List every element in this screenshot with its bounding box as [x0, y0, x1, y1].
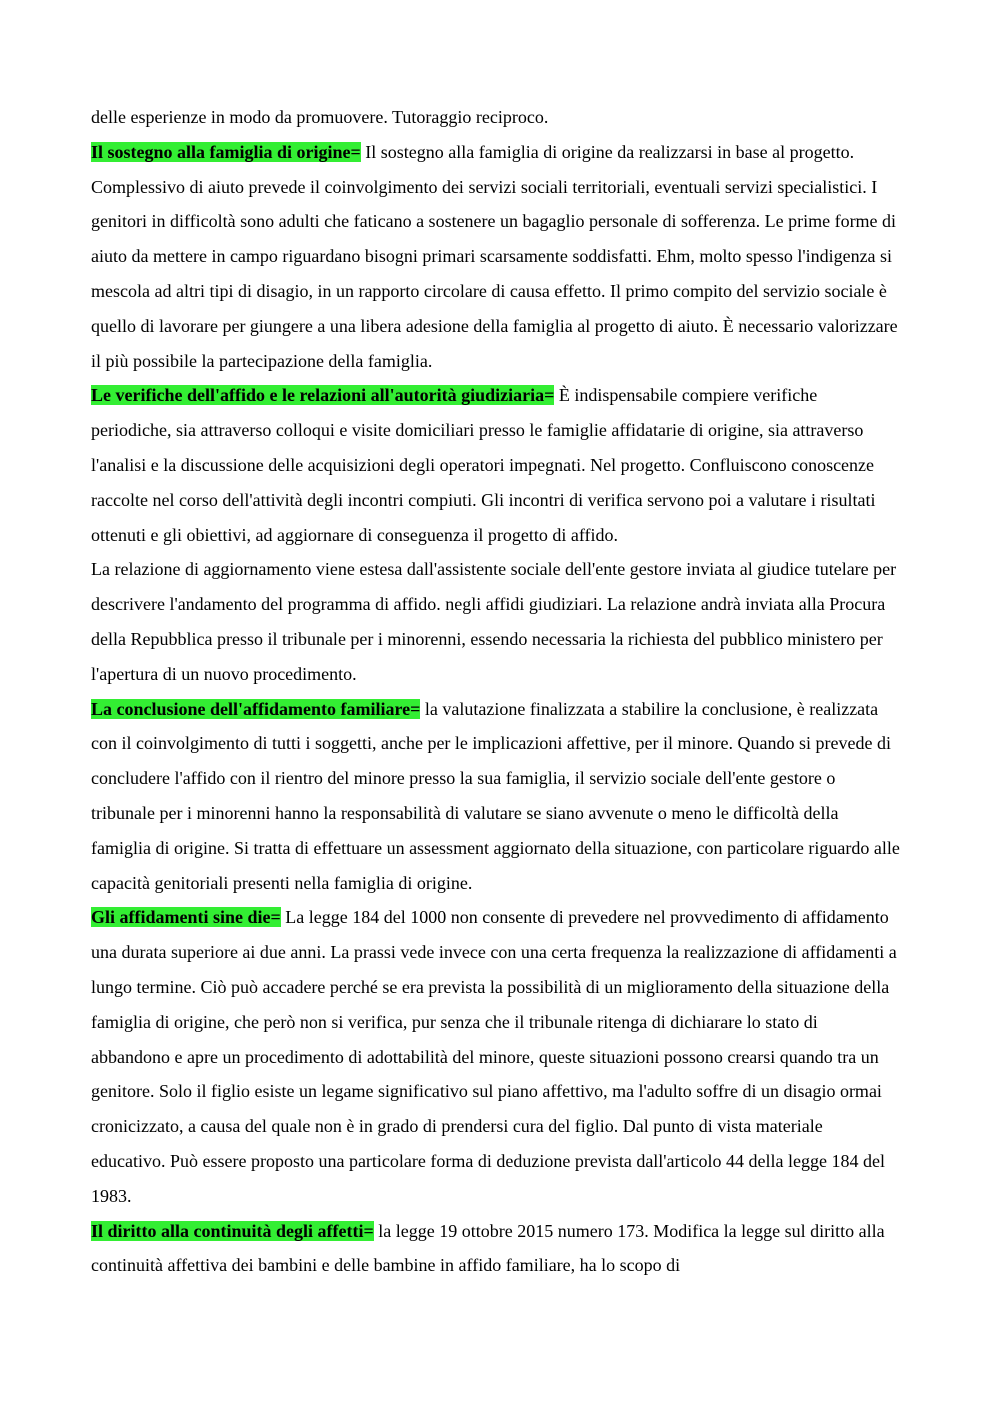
paragraph-text: delle esperienze in modo da promuovere. Tutoraggio reciproco. — [91, 107, 549, 127]
paragraph-text: la legge 19 ottobre 2015 numero 173. Modifica la legge sul diritto alla continuità affettiva dei bambini e delle bambine in affido familiare, ha lo scopo di — [91, 1220, 885, 1276]
paragraph-text: La relazione di aggiornamento viene estesa dall'assistente sociale dell'ente gestore inviata al giudice tutelare per descrivere l'andamento del programma di affido. negli affidi giudiziari. La relazione andrà inviata alla Procura della Repubblica presso il tribunale per i minorenni, essendo necessaria la richiesta del pubblico ministero per l'apertura di un nuovo procedimento. — [91, 559, 897, 684]
highlighted-heading: Il sostegno alla famiglia di origine= — [91, 141, 361, 162]
paragraph-continuita-affetti — [91, 1214, 901, 1284]
paragraph-intro — [91, 100, 901, 135]
paragraph-sostegno-famiglia — [91, 135, 901, 379]
paragraph-text: La legge 184 del 1000 non consente di prevedere nel provvedimento di affidamento una durata superiore ai due anni. La prassi vede invece con una certa frequenza la realizzazione di affidamenti a lungo termine. Ciò può accadere perché se era prevista la possibilità di un miglioramento della situazione della famiglia di origine, che però non si verifica, pur senza che il tribunale ritenga di dichiarare lo stato di abbandono e apre un procedimento di adottabilità del minore, queste situazioni possono crearsi quando tra un genitore. Solo il figlio esiste un legame significativo sul piano affettivo, ma l'adulto soffre di un disagio ormai cronicizzato, a causa del quale non è in grado di prendersi cura del figlio. Dal punto di vista materiale educativo. Può essere proposto una particolare forma di deduzione prevista dall'articolo 44 della legge 184 del 1983. — [91, 907, 897, 1206]
highlighted-heading: Il diritto alla continuità degli affetti= — [91, 1220, 374, 1241]
highlighted-heading: La conclusione dell'affidamento familiare= — [91, 698, 421, 719]
paragraph-text: Il sostegno alla famiglia di origine da realizzarsi in base al progetto. Complessivo di aiuto prevede il coinvolgimento dei servizi sociali territoriali, eventuali servizi specialistici. I genitori in difficoltà sono adulti che faticano a sostenere un bagaglio personale di sofferenza. Le prime forme di aiuto da mettere in campo riguardano bisogni primari scarsamente soddisfatti. Ehm, molto spesso l'indigenza si mescola ad altri tipi di disagio, in un rapporto circolare di causa effetto. Il primo compito del servizio sociale è quello di lavorare per giungere a una libera adesione della famiglia al progetto di aiuto. È necessario valorizzare il più possibile la partecipazione della famiglia. — [91, 141, 898, 371]
highlighted-heading: Gli affidamenti sine die= — [91, 907, 281, 928]
paragraph-conclusione-affidamento — [91, 692, 901, 901]
highlighted-heading: Le verifiche dell'affido e le relazioni all'autorità giudiziaria= — [91, 385, 555, 406]
paragraph-relazione-aggiornamento — [91, 552, 901, 691]
document-page — [91, 100, 901, 1283]
paragraph-text: È indispensabile compiere verifiche periodiche, sia attraverso colloqui e visite domiciliari presso le famiglie affidatarie di origine, sia attraverso l'analisi e la discussione delle acquisizioni degli operatori impegnati. Nel progetto. Confluiscono conoscenze raccolte nel corso dell'attività degli incontri compiuti. Gli incontri di verifica servono poi a valutare i risultati ottenuti e gli obiettivi, ad aggiornare di conseguenza il progetto di affido. — [91, 385, 876, 545]
paragraph-text: la valutazione finalizzata a stabilire la conclusione, è realizzata con il coinvolgimento di tutti i soggetti, anche per le implicazioni affettive, per il minore. Quando si prevede di concludere l'affido con il rientro del minore presso la sua famiglia, il servizio sociale dell'ente gestore o tribunale per i minorenni hanno la responsabilità di valutare se siano avvenute o meno le difficoltà della famiglia di origine. Si tratta di effettuare un assessment aggiornato della situazione, con particolare riguardo alle capacità genitoriali presenti nella famiglia di origine. — [91, 698, 900, 893]
paragraph-affidamenti-sine-die — [91, 900, 901, 1213]
paragraph-verifiche-affido — [91, 378, 901, 552]
